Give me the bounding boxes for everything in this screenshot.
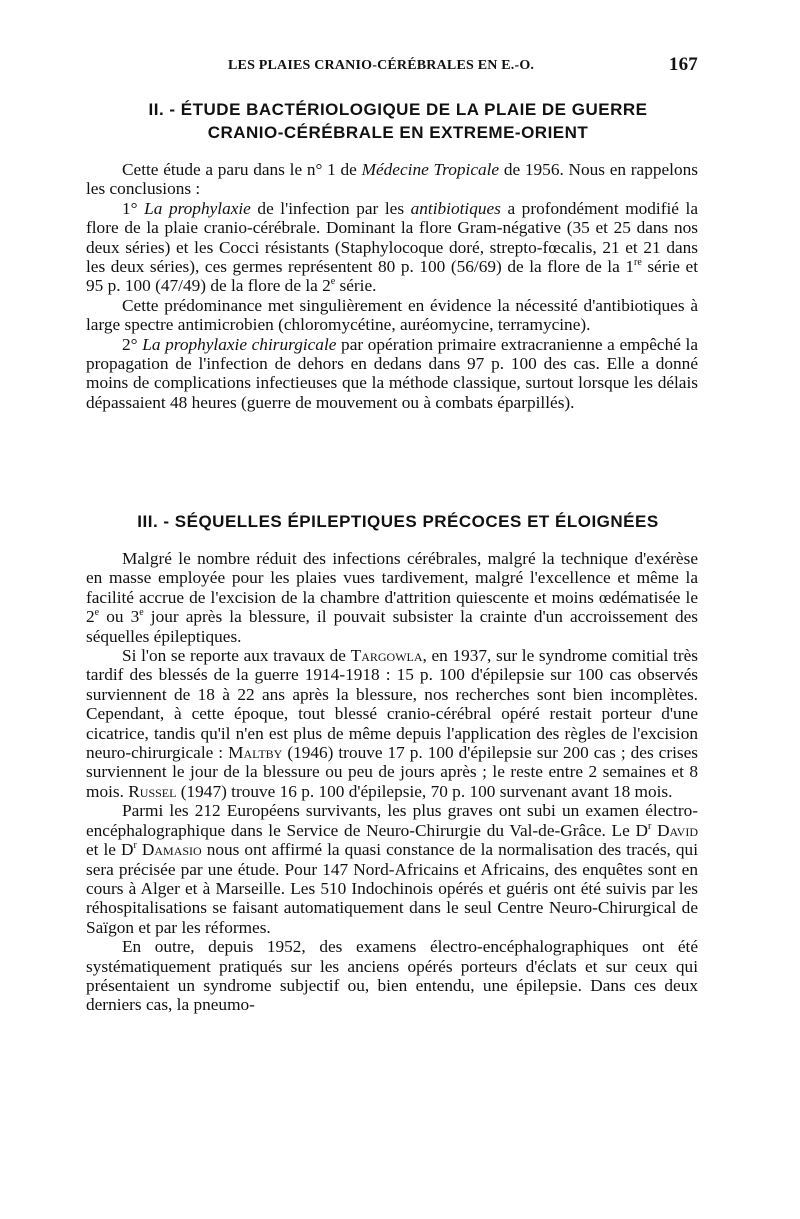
author-name: Maltby [228,743,283,763]
text-run: jour après la blessure, il pouvait subsister la crainte d'un accroissement des séquelles épileptiques. [86,607,699,646]
text-run: Parmi les 212 Européens survivants, les plus graves ont subi un examen électro-encéphalographique dans le Service de Neuro-Chirurgie du Val-de-Grâce. Le D [86,801,698,840]
list-number: 1° [122,198,145,218]
text-run: de l'infection par les [250,198,411,218]
superscript: e [330,276,336,288]
author-name: Russel [128,781,177,801]
text-run: nous ont affirmé la quasi constance de la normalisation des tracés, qui sera précisée par une étude. Pour 147 Nord-Africains et Africains, des enquêtes sont en cours à Alger et à Marseille. Les 510 Indochinois opérés et guéris ont été suivis par les réhospitalisations se faisant automatiquement dans le seul Centre Neuro-Chirurgical de Saïgon et par les réformes. [86,840,698,937]
text-run: , en 1937, sur le syndrome comitial très tardif des blessés de la guerre 1914-1918 : 15 p. 100 d'épilepsie sur 100 cas observés surviennent de 18 à 22 ans après la blessure, nos recherches sont bien incomplètes. Cependant, à cette époque, tout blessé cranio-cérébral opéré restait porteur d'une cicatrice, tandis qu'il n'en est plus de même depuis l'application des règles de l'excision neuro-chirurgicale : [86,646,698,763]
list-number: 2° [122,334,143,354]
emphasis: La prophylaxie chirurgicale [142,334,337,354]
section3-body [86,549,698,1015]
paragraph: En outre, depuis 1952, des examens électro-encéphalographiques ont été systématiquement pratiqués sur les anciens opérés porteurs d'éclats et sur ceux qui présentaient un syndrome subjectif ou, bien entendu, une épilepsie. Dans ces deux derniers cas, la pneumo- [86,937,698,1015]
text-run: de 1956. Nous en rappelons les conclusions : [86,160,698,199]
paragraph [86,801,698,937]
superscript: e [94,607,100,619]
superscript: e [139,607,144,619]
paragraph [86,199,698,296]
superscript: r [133,840,137,852]
paragraph [86,335,698,413]
text-run: série et 95 p. 100 (47/49) de la flore de la 2 [86,257,698,296]
author-name: Targowla [350,646,423,666]
paragraph [86,646,698,801]
section2-heading-line1: II. - ÉTUDE BACTÉRIOLOGIQUE DE LA PLAIE DE GUERRE [148,100,648,119]
text-run: par opération primaire extracranienne a empêché la propagation de l'infection de dehors en dedans dans 97 p. 100 des cas. Elle a donné moins de complications infectieuses que la méthode classique, surtout lorsque les délais dépassaient 48 heures (guerre de mouvement ou à combats éparpillés). [86,334,698,412]
text-run: Si l'on se reporte aux travaux de [122,646,351,666]
section2-heading-line2: CRANIO-CÉRÉBRALE EN EXTREME-ORIENT [207,123,589,142]
running-head [228,54,698,76]
section2-body [86,160,698,412]
text-run: série. [335,276,377,296]
author-name: David [651,820,699,840]
paragraph: Cette prédominance met singulièrement en évidence la nécessité d'antibiotiques à large spectre antimicrobien (chloromycétine, auréomycine, terramycine). [86,295,698,335]
paragraph [86,549,698,646]
paragraph [86,160,698,199]
text-run: a profondément modifié la flore de la plaie cranio-cérébrale. Dominant la flore Gram-négative (35 et 25 dans nos deux séries) et les Cocci résistants (Staphylocoque doré, strepto-fœcalis, 21 et 21 dans les deux séries), ces germes représentent 80 p. 100 (56/69) de la flore de la 1 [86,198,698,277]
author-name: Damasio [136,840,202,860]
emphasis: antibiotiques [410,198,501,218]
text-run: (1946) trouve 17 p. 100 d'épilepsie sur 200 cas ; des crises surviennent le jour de la blessure ou peu de jours après ; le reste entre 2 semaines et 8 mois. [86,743,698,801]
text-run: (1947) trouve 16 p. 100 d'épilepsie, 70 p. 100 survenant avant 18 mois. [176,781,673,801]
superscript: r [648,820,652,832]
superscript: re [633,257,642,269]
journal-title: Médecine Tropicale [361,160,500,179]
emphasis: La prophylaxie [144,198,251,218]
page-number: 167 [668,54,698,75]
running-head-title: LES PLAIES CRANIO-CÉRÉBRALES EN E.-O. [228,58,535,73]
text-run: ou 3 [99,607,140,627]
text-run: Cette étude a paru dans le n° 1 de [122,160,362,179]
text-run: et le D [86,840,134,860]
text-run: Malgré le nombre réduit des infections cérébrales, malgré la technique d'exérèse en masse employée pour les plaies vues tardivement, malgré l'excellence et même la facilité accrue de l'excision de la chambre d'attrition quiescente et moins œdématisée le 2 [86,549,698,627]
section3-heading: III. - SÉQUELLES ÉPILEPTIQUES PRÉCOCES ET ÉLOIGNÉES [137,512,659,531]
